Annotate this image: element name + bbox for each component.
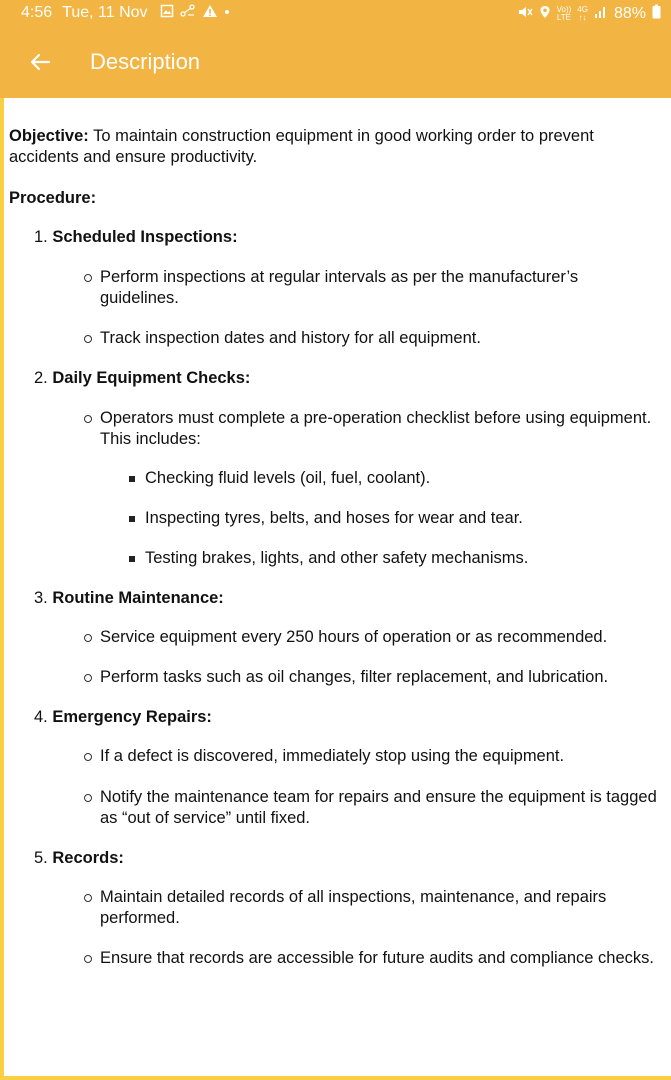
app-bar [0,26,671,98]
bullet-circle-icon [84,634,92,642]
battery-percent: 88% [613,4,646,22]
bullet-circle-icon [84,415,92,423]
objective-paragraph [9,126,659,168]
section-heading: 2. Daily Equipment Checks: [34,369,251,387]
status-time: 4:56 [21,4,53,21]
mute-icon [517,5,533,23]
status-bar [0,0,671,26]
section-heading: 3. Routine Maintenance: [34,589,224,607]
page-title: Description [90,49,201,74]
bullet-square-icon [129,556,135,562]
warning-icon [202,4,218,22]
bullet-square-icon [129,516,135,522]
bullet-circle-icon [84,274,92,282]
section-heading: 1. Scheduled Inspections: [34,228,238,246]
objective-label: Objective: [9,127,89,145]
bullet-square-icon [129,476,135,482]
bullet-circle-icon [84,753,92,761]
bullet-circle-icon [84,335,92,343]
back-button[interactable] [20,44,60,80]
description-content: Objective: To maintain construction equipment in good working order to prevent accidents and ensure productivity. Procedure: 1. Scheduled Inspections: Perform inspections at regular intervals as per the manufacturer’s guidelines. Track inspection dates and history for all equipment. 2. Daily Equipment Checks: Operators must complete a pre-operation checklist before using equipment. This includes: Checking fluid levels (oil, fuel, coolant). Inspecting tyres, belts, and hoses for wear and tear. Testing brakes, lights, and other safety mechanisms. 3. Routine Maintenance: Service equipment every 250 hours of operation or as recommended. Perform tasks such as oil changes, filter replacement, and lubrication. 4. Emergency Repairs: If a defect is discovered, immediately stop using the equipment. Notify the maintenance team for repairs and ensure the equipment is tagged as “out of service” until fixed. 5. Records: Maintain detailed records of all inspections, maintenance, and repairs performed. Ensure that records are accessible for future audits and compliance checks. [4,98,671,1076]
status-date: Tue, 11 Nov [62,4,148,21]
bullet-circle-icon [84,674,92,682]
battery-icon [652,4,661,23]
arrow-left-icon [29,51,51,73]
image-icon [160,4,174,22]
bullet-circle-icon [84,794,92,802]
objective-text: To maintain construction equipment in good working order to prevent accidents and ensure productivity. [9,127,594,166]
procedure-heading: Procedure: [9,189,97,207]
dot-icon [224,4,230,22]
share-icon [180,4,196,22]
location-icon [539,5,551,23]
section-heading: 4. Emergency Repairs: [34,708,212,726]
bullet-circle-icon [84,894,92,902]
bullet-circle-icon [84,955,92,963]
section-heading: 5. Records: [34,849,124,867]
volte-icon: Vo)) LTE [556,4,572,22]
4g-icon: 4G ↑↓ [577,4,588,22]
signal-icon [594,5,608,23]
